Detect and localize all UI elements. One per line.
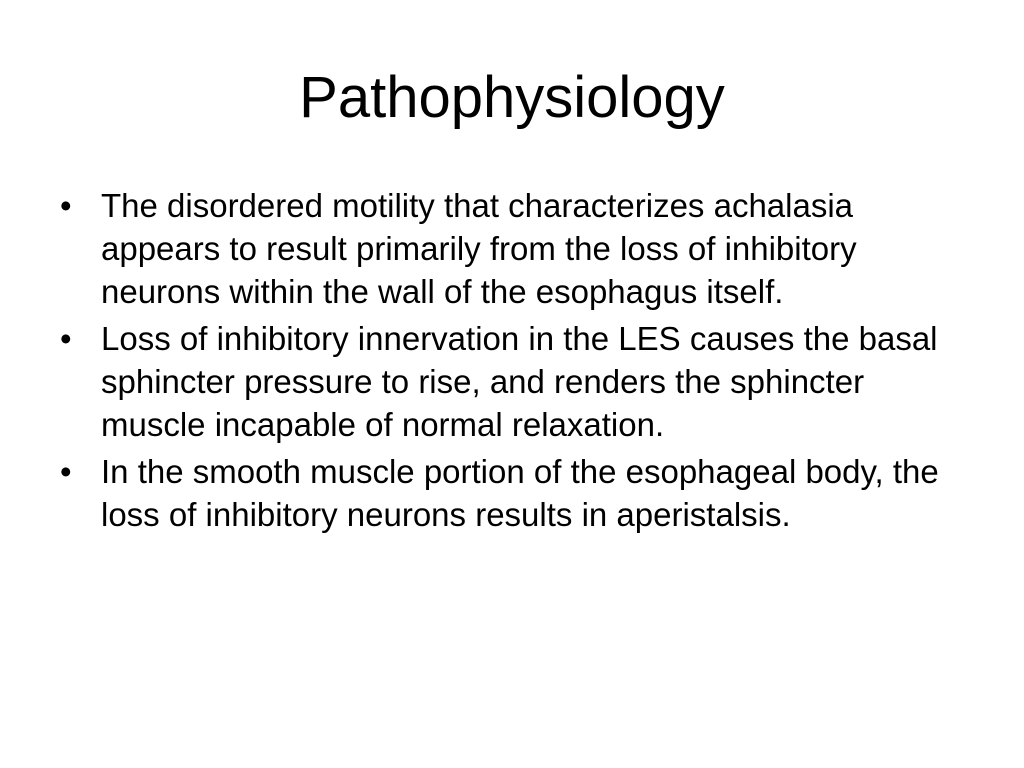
bullet-item: [60, 450, 970, 536]
bullet-item: [60, 317, 970, 446]
bullet-dot-icon: •: [60, 453, 72, 490]
bullet-dot-icon: •: [60, 320, 72, 357]
bullet-text: In the smooth muscle portion of the esophageal body, the loss of inhibitory neurons results in aperistalsis.: [101, 453, 939, 533]
slide-title: Pathophysiology: [299, 65, 725, 130]
bullet-list: [60, 184, 970, 540]
bullet-item: [60, 184, 970, 313]
bullet-dot-icon: •: [60, 187, 72, 224]
bullet-text: The disordered motility that characterizes achalasia appears to result primarily from the loss of inhibitory neurons within the wall of the esophagus itself.: [101, 187, 857, 310]
bullet-text: Loss of inhibitory innervation in the LES causes the basal sphincter pressure to rise, and renders the sphincter muscle incapable of normal relaxation.: [101, 320, 938, 443]
